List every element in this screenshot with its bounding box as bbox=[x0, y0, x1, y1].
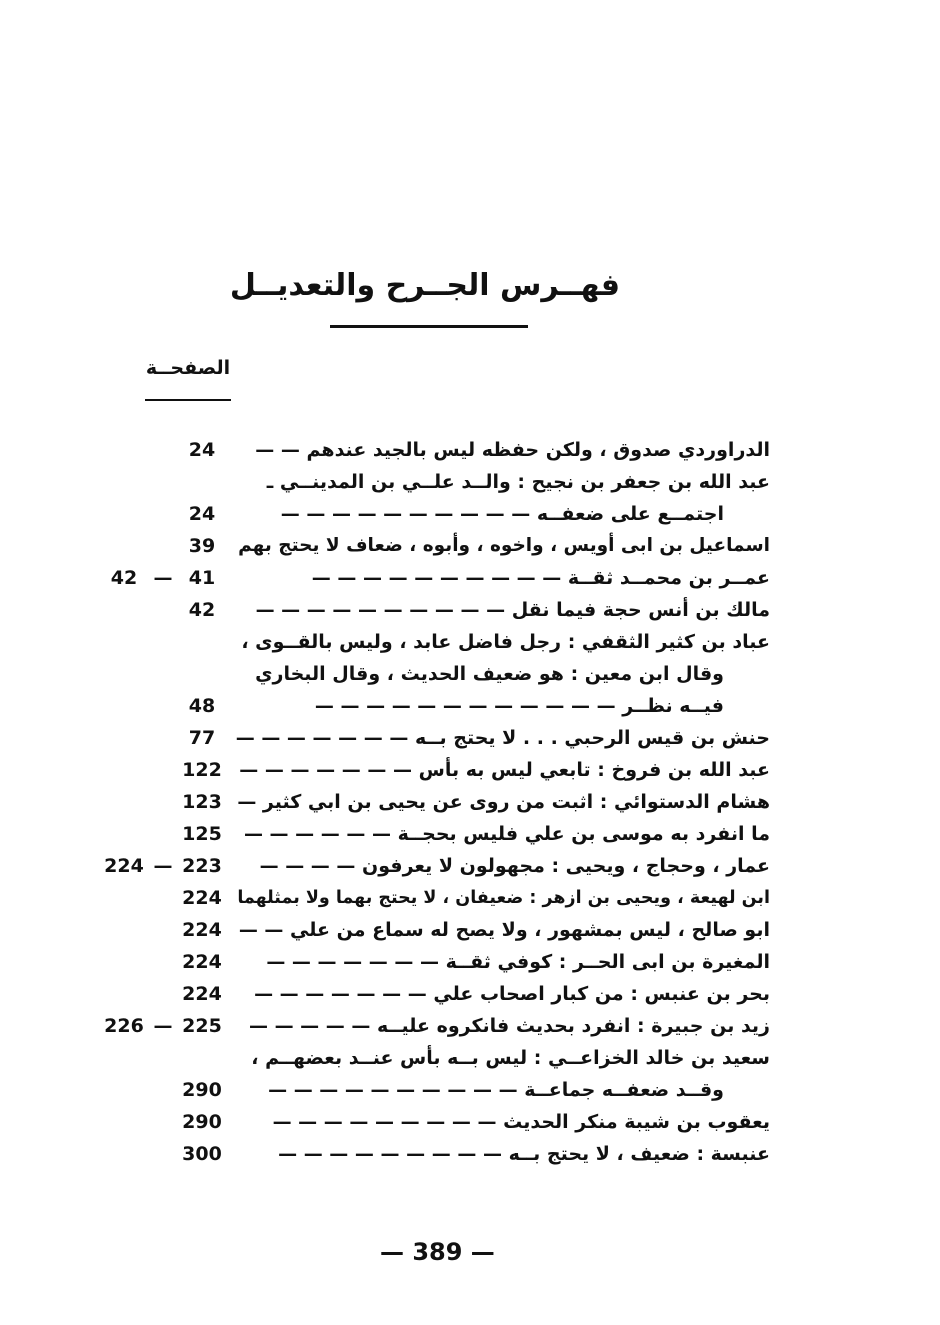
index-entry bbox=[100, 755, 770, 785]
index-entry bbox=[100, 787, 770, 817]
index-entry bbox=[100, 1043, 770, 1073]
title-underline bbox=[330, 325, 528, 328]
entry-page: 224 bbox=[182, 983, 222, 1005]
entry-page: 224 bbox=[182, 887, 222, 909]
entry-text: بحر بن عنبس : من كبار اصحاب علي — — — — — — — bbox=[254, 983, 770, 1005]
index-entry bbox=[100, 563, 770, 593]
entry-text: وقــد ضعفــه جماعــة — — — — — — — — — — bbox=[268, 1079, 724, 1101]
page-range-dash: — bbox=[153, 1015, 173, 1037]
index-entry-continuation bbox=[100, 691, 724, 721]
index-entry bbox=[100, 979, 770, 1009]
entry-page: 290 bbox=[182, 1079, 222, 1101]
index-title: فهــرس الجــرح والتعديــل bbox=[229, 268, 620, 303]
entry-page: 39 bbox=[188, 535, 216, 557]
index-entry bbox=[100, 435, 770, 465]
entry-page: 24 bbox=[188, 503, 216, 525]
entry-page: 290 bbox=[182, 1111, 222, 1133]
page-range-dash: — bbox=[153, 567, 173, 589]
entry-text: عبد الله بن جعفر بن نجيح : والــد علــي بن المدينــي ـ bbox=[266, 471, 770, 493]
index-entry bbox=[100, 1139, 770, 1169]
entry-page-end: 224 bbox=[104, 855, 144, 877]
entry-text: سعيد بن خالد الخزاعــي : ليس بــه بأس عنــد بعضهــم ، bbox=[251, 1047, 770, 1069]
entry-text: اجتمــع على ضعفــه — — — — — — — — — — bbox=[280, 503, 724, 525]
index-entry bbox=[100, 627, 770, 657]
entry-text: الدراوردي صدوق ، ولكن حفظه ليس بالجيد عندهم — — bbox=[255, 439, 770, 461]
entry-text: ابو صالح ، ليس بمشهور ، ولا يصح له سماع من علي — — bbox=[238, 919, 770, 941]
entry-page: 122 bbox=[182, 759, 222, 781]
entry-text: المغيرة بن ابى الحــر : كوفي ثقــة — — — — — — — bbox=[266, 951, 770, 973]
entry-text: حنش بن قيس الرحبي . . . لا يحتج بــه — — — — — — — bbox=[235, 727, 770, 749]
entry-page-end: 226 bbox=[104, 1015, 144, 1037]
index-entry bbox=[100, 819, 770, 849]
index-entry-continuation bbox=[100, 499, 724, 529]
entry-text: فيــه نظــر — — — — — — — — — — — — bbox=[314, 695, 724, 717]
entry-text: يعقوب بن شيبة منكر الحديث — — — — — — — — — bbox=[272, 1111, 770, 1133]
entry-text: وقال ابن معين : هو ضعيف الحديث ، وقال البخاري bbox=[255, 663, 724, 685]
entry-text: مالك بن أنس حجة فيما نقل — — — — — — — — — — bbox=[255, 599, 770, 621]
index-entry bbox=[100, 595, 770, 625]
entry-page: 223 bbox=[182, 855, 222, 877]
entry-page: 48 bbox=[188, 695, 216, 717]
entry-page: 300 bbox=[182, 1143, 222, 1165]
index-entry bbox=[100, 851, 770, 881]
entry-page: 41 bbox=[188, 567, 216, 589]
entry-page-end: 42 bbox=[110, 567, 138, 589]
index-entry bbox=[100, 915, 770, 945]
entry-page: 224 bbox=[182, 919, 222, 941]
entry-text: عمار ، وحجاج ، ويحيى : مجهولون لا يعرفون — — — — bbox=[259, 855, 770, 877]
entry-text: عمــر بن محمــد ثقــة — — — — — — — — — — bbox=[311, 567, 770, 589]
index-entry-continuation bbox=[100, 659, 724, 689]
index-entry bbox=[100, 467, 770, 497]
entry-text: زيد بن جبيرة : انفرد بحديث فانكروه عليــه — — — — — bbox=[248, 1015, 770, 1037]
entry-page: 24 bbox=[188, 439, 216, 461]
entry-text: اسماعيل بن ابى أويس ، واخوه ، وأبوه ، ضعاف لا يحتج بهم bbox=[238, 535, 770, 556]
entry-page: 42 bbox=[188, 599, 216, 621]
index-entry bbox=[100, 723, 770, 753]
page-range-dash: — bbox=[153, 855, 173, 877]
entry-text: ابن لهيعة ، ويحيى بن ازهر : ضعيفان ، لا يحتج بهما ولا بمثلهما bbox=[237, 888, 770, 908]
entry-text: عنبسة : ضعيف ، لا يحتج بــه — — — — — — — — — bbox=[278, 1143, 770, 1165]
entry-text: عبد الله بن فروخ : تابعي ليس به بأس — — — — — — — bbox=[239, 759, 770, 781]
column-heading-underline bbox=[145, 399, 231, 401]
entry-page: 123 bbox=[182, 791, 222, 813]
entry-text: عباد بن كثير الثقفي : رجل فاضل عابد ، وليس بالقــوى ، bbox=[241, 631, 770, 653]
entry-page: 125 bbox=[182, 823, 222, 845]
page-column-heading: الصفحــة bbox=[145, 357, 231, 379]
index-entry-continuation bbox=[100, 1075, 724, 1105]
index-entry bbox=[100, 883, 770, 913]
entry-text: ما انفرد به موسى بن علي فليس بحجــة — — — — — — bbox=[243, 823, 770, 845]
entry-page: 77 bbox=[188, 727, 216, 749]
index-entry bbox=[100, 531, 770, 561]
index-entry bbox=[100, 947, 770, 977]
page-number: — 389 — bbox=[380, 1238, 495, 1266]
index-entry bbox=[100, 1011, 770, 1041]
index-entry bbox=[100, 1107, 770, 1137]
entry-text: هشام الدستوائي : اثبت من روى عن يحيى بن ابي كثير — bbox=[237, 791, 770, 813]
entry-page: 224 bbox=[182, 951, 222, 973]
entry-page: 225 bbox=[182, 1015, 222, 1037]
